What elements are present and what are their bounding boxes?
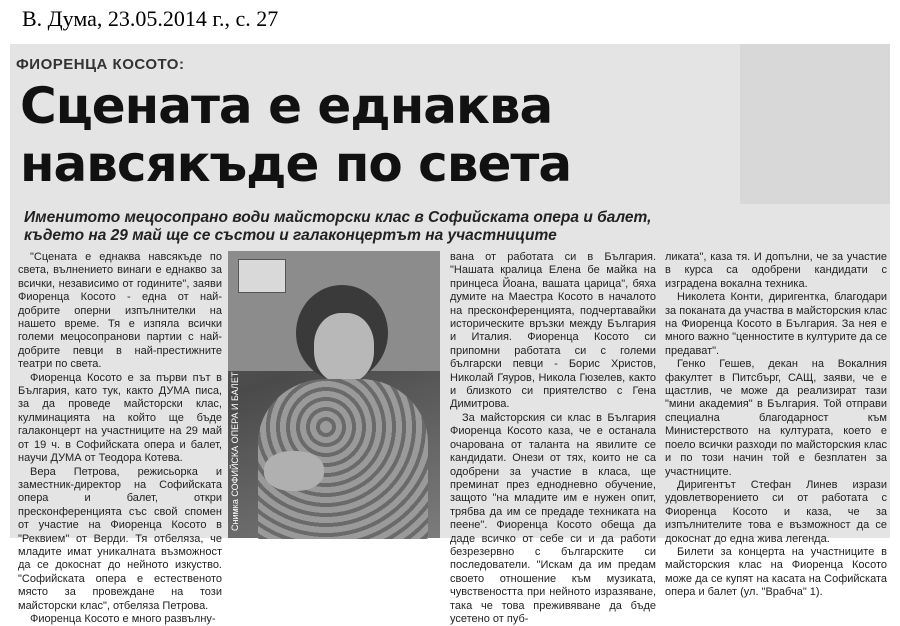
paragraph: Николета Конти, диригентка, благодари за поканата да участва в майсторския клас на Фиоренца Косото в България. За нея е много важно "ценностите в културите да се предават".: [665, 291, 887, 357]
paragraph: Билети за концерта на участниците в майсторския клас на Фиоренца Косото може да се купят на касата на Софийската опера и балет (ул. "Врабча" 1).: [665, 545, 887, 599]
photo-hand: [264, 451, 324, 491]
source-caption: В. Дума, 23.05.2014 г., с. 27: [22, 6, 279, 31]
subheadline-line-1: Именитото мецосопрано води майсторски клас в Софийската опера и балет,: [24, 209, 652, 226]
paragraph: "Сцената е еднаква навсякъде по света, вълнението винаги е еднакво за всички, независимо от годините", заяви Фиоренца Косото - една от най-добрите оперни изпълнителки на нашето време. Тя е изпяла всички големи мецосопранови партии с най-добрите певци в най-престижните театри по света.: [18, 251, 222, 371]
headline-line-1: Сцената е еднаква: [20, 77, 553, 135]
article-column-3: [450, 251, 656, 626]
photo-sign: [238, 259, 286, 293]
article-kicker: ФИОРЕНЦА КОСОТО:: [16, 56, 185, 73]
adjacent-page-edge: [740, 44, 890, 204]
photo-face: [314, 313, 374, 383]
newspaper-clipping: [10, 44, 890, 625]
headline-line-2: навсякъде по света: [20, 135, 572, 193]
article-headline: [20, 77, 571, 193]
photo-credit: Снимка СОФИЙСКА ОПЕРА И БАЛЕТ: [230, 371, 240, 531]
article-photo: [228, 251, 440, 538]
paragraph: Фиоренца Косото е за първи път в България, като тук, както ДУМА писа, за да проведе майсторски клас, кулминацията на който ще бъде галаконцерт на участниците на 29 май от 19 ч. в Софийската опера и балет, научи ДУМА от Теодора Котева.: [18, 371, 222, 465]
article-column-4: [665, 251, 887, 600]
paragraph: Фиоренца Косото е много развълну-: [30, 612, 216, 625]
paragraph: Генко Гешев, декан на Вокалния факултет в Питсбърг, САЩ, заяви, че е щастлив, че може да реализират тази "мини академия" в България. Той отправи специална благодарност към Министерството на културата, което е поело всички разходи по майсторския клас и по този начин той е безплатен за участниците.: [665, 358, 887, 478]
paragraph: Диригентът Стефан Линев изрази удовлетворението си от работата с Фиоренца Косото и каза, че за изпълнителите това е възможност да се докоснат до една жива легенда.: [665, 478, 887, 545]
article-column-1: [18, 251, 222, 626]
paragraph: За майсторския си клас в България Фиоренца Косото каза, че е останала очарована от таланта на явилите се кандидати. Онези от тях, които не са одобрени за участие в класа, ще преминат през еднодневно обучение, защото "на младите им е нужен опит, трябва да им се предаде техниката на пеене". Фиоренца Косото обеща да даде всичко от себе си и да работи безрезервно с българските си последователи. "Искам да им предам своето отношение към музиката, чувствеността при нейното изразяване, така че това преживяване да бъде усетено от пуб-: [450, 411, 656, 625]
paragraph: вана от работата си в България. "Нашата кралица Елена бе майка на принцеса Йоана, вашата царица", бяха думите на Маестра Косото в началото на пресконференцията, подчертавайки историческите връзки между България и Италия. Фиоренца Косото си припомни работата си с големи български певци - Борис Христов, Николай Гяуров, Никола Гюзелев, както и близкото си приятелство с Гена Димитрова.: [450, 251, 656, 411]
subheadline-line-2: където на 29 май ще се състои и галаконцертът на участниците: [24, 227, 557, 244]
article-subheadline: [24, 209, 724, 245]
paragraph: Вера Петрова, режисьорка и заместник-директор на Софийската опера и балет, откри пресконференцията със свой спомен от участие на Фиоренца Косото в "Реквием" от Верди. Тя отбеляза, че младите имат уникалната възможност да се докоснат до нейното изкуство. "Софийската опера е естественото място за провеждане на този майсторски клас", отбеляза Петрова.: [18, 465, 222, 612]
paragraph: ликата", каза тя. И допълни, че за участие в курса са одобрени кандидати с изградена вокална техника.: [665, 251, 887, 290]
